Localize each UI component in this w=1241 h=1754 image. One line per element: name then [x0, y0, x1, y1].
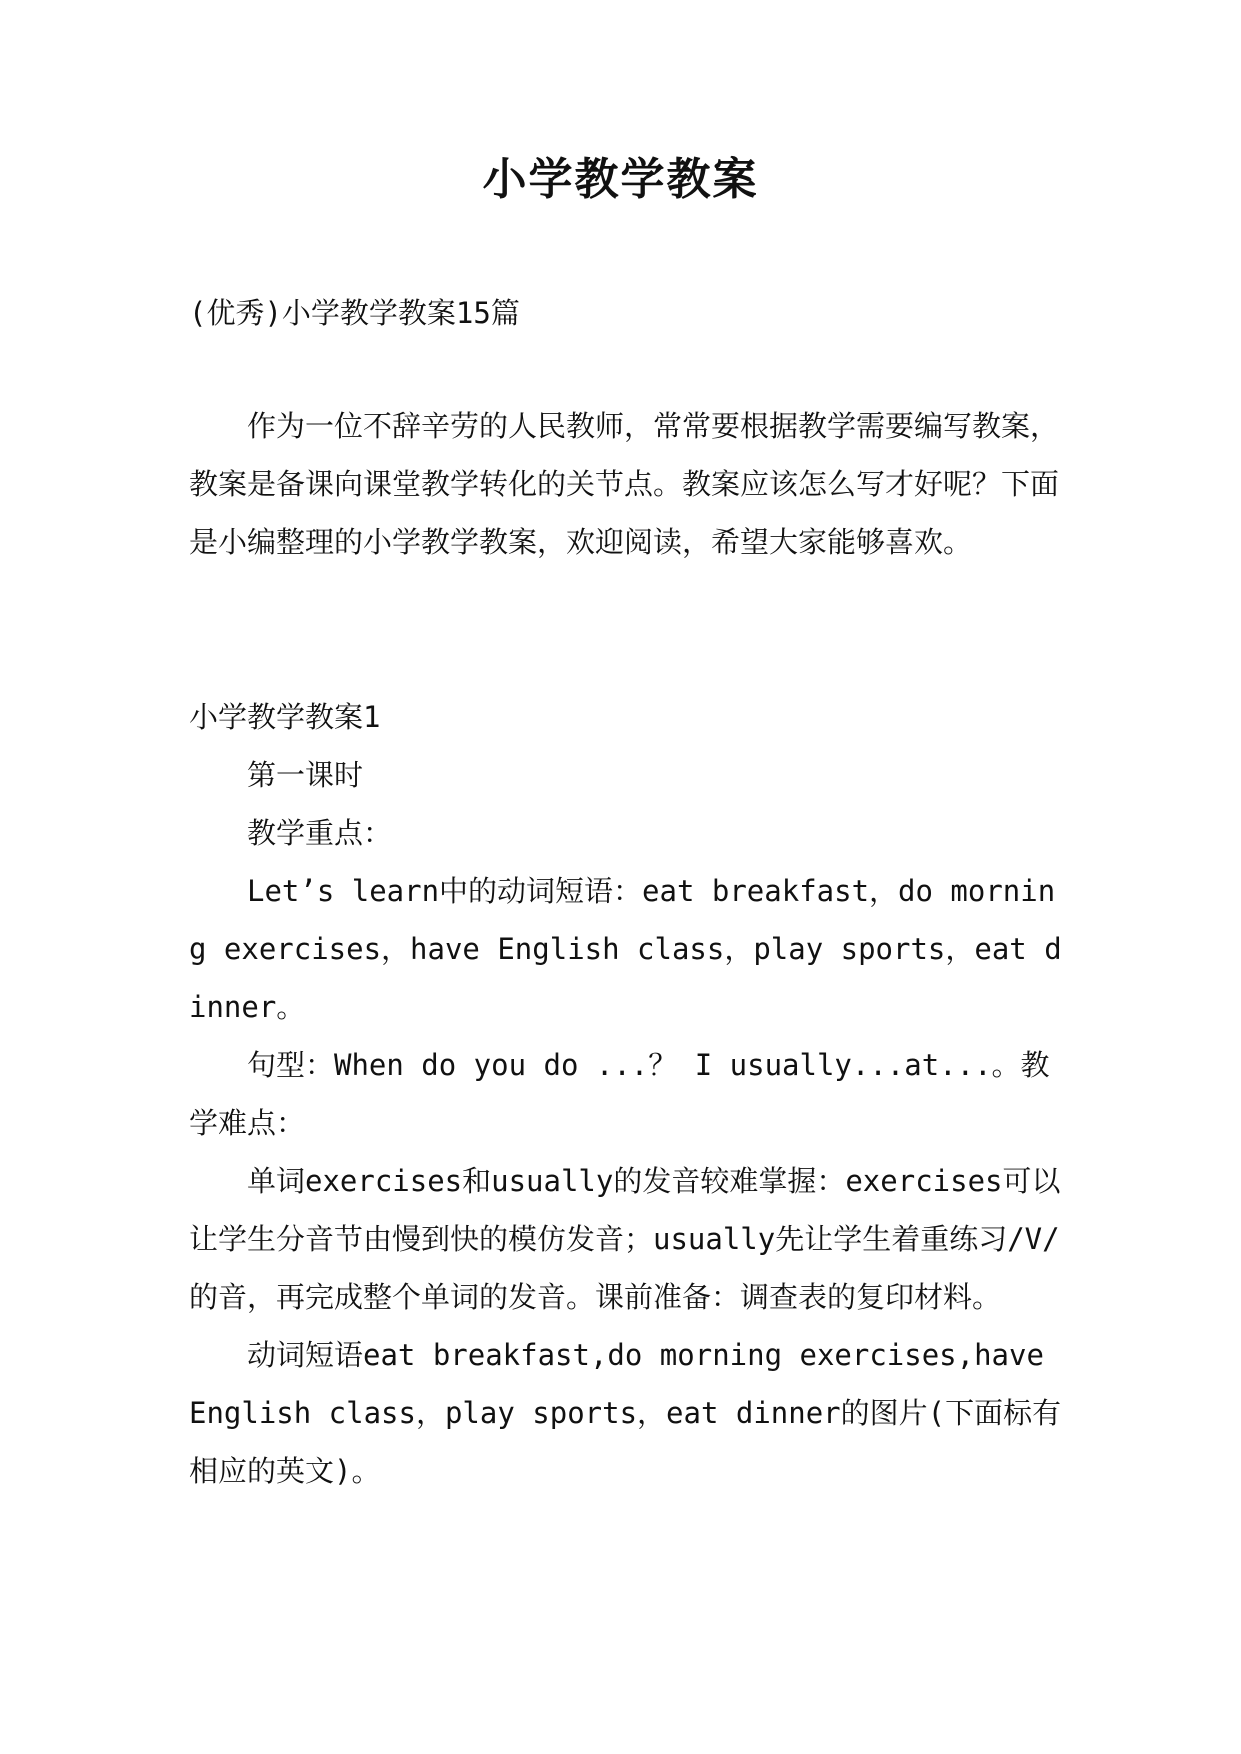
document-subtitle — [189, 284, 1067, 342]
document-title: 小学教学教案 — [482, 154, 759, 205]
pronunciation-paragraph: 单词exercises和usually的发音较难掌握：exercises可以让学生分音节由慢到快的模仿发音；usually先让学生着重练习/V/的音，再完成整个单词的发音。课前准备：调查表的复印材料。 — [189, 1164, 1061, 1314]
lesson-period: 第一课时 — [247, 758, 364, 792]
intro-paragraph: 作为一位不辞辛劳的人民教师，常常要根据教学需要编写教案，教案是备课向课堂教学转化的关节点。教案应该怎么写才好呢？下面是小编整理的小学教学教案，欢迎阅读，希望大家能够喜欢。 — [189, 409, 1060, 559]
sentence-pattern-paragraph: 句型：When do you do ...？ I usually...at...。教学难点： — [189, 1048, 1050, 1140]
section-heading: 小学教学教案1 — [189, 700, 381, 734]
materials-paragraph: 动词短语eat breakfast,do morning exercises,have English class，play sports，eat dinner的图片(下面标有相应的英文)。 — [189, 1338, 1062, 1488]
intro-paragraph-block — [189, 397, 1067, 571]
subtitle-text: (优秀)小学教学教案15篇 — [189, 296, 520, 330]
section-1 — [189, 688, 1067, 1500]
verb-phrases-paragraph: Let’s learn中的动词短语：eat breakfast，do morning exercises，have English class，play sports，eat dinner。 — [189, 874, 1062, 1024]
teaching-focus-label: 教学重点： — [247, 816, 393, 850]
